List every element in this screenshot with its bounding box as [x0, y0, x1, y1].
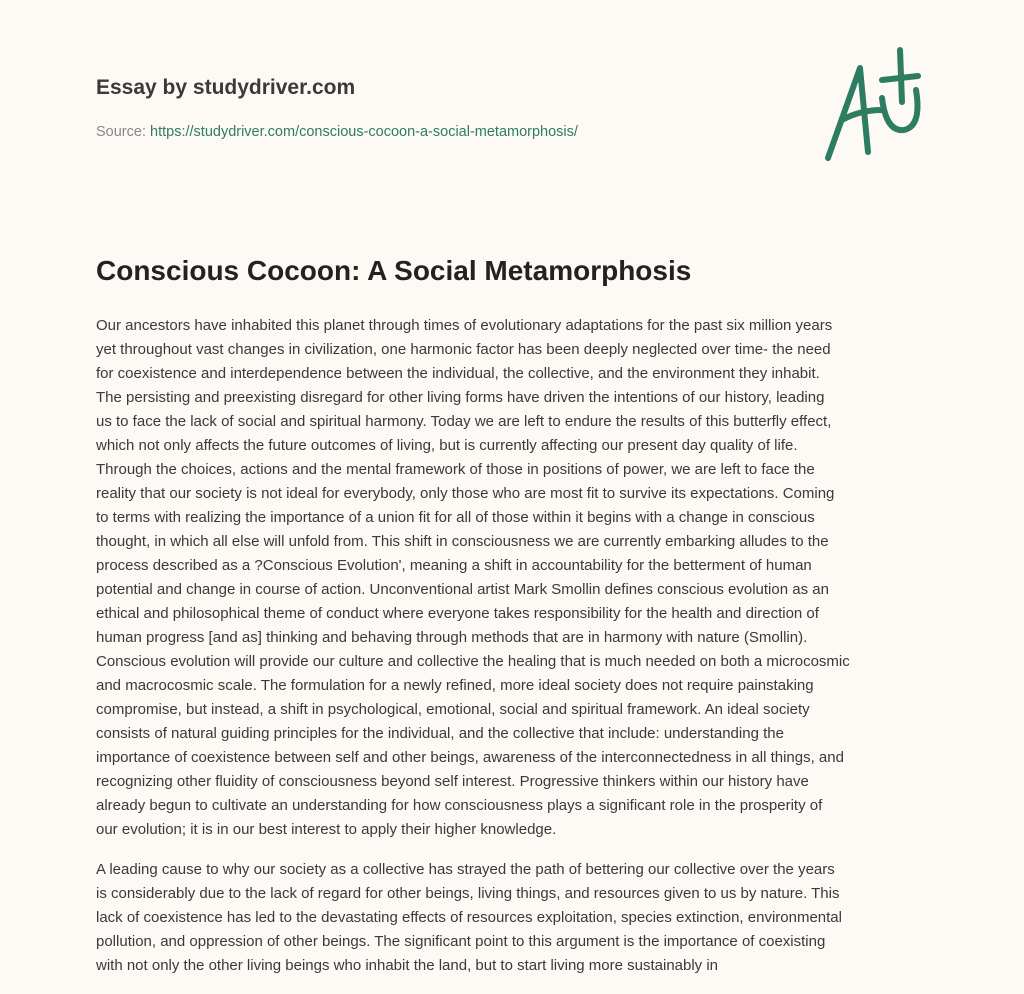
text-line: reality that our society is not ideal for everybody, only those who are most fit to survive its expectations. Coming: [96, 485, 835, 502]
essay-body: [96, 314, 850, 994]
text-line: yet throughout vast changes in civilization, one harmonic factor has been deeply neglected over time- the need: [96, 341, 831, 358]
text-line: ethical and philosophical theme of conduct where everyone takes responsibility for the health and direction of: [96, 605, 819, 622]
text-line: potential and change in course of action. Unconventional artist Mark Smollin defines conscious evolution as an: [96, 581, 829, 598]
text-line: Our ancestors have inhabited this planet through times of evolutionary adaptations for the past six million years: [96, 317, 833, 334]
text-line: and macrocosmic scale. The formulation for a newly refined, more ideal society does not require painstaking: [96, 677, 814, 694]
text-line: Through the choices, actions and the mental framework of those in positions of power, we are left to face the: [96, 461, 815, 478]
source-link[interactable]: https://studydriver.com/conscious-cocoon-a-social-metamorphosis/: [150, 124, 578, 140]
text-line: thought, in which all else will unfold from. This shift in consciousness we are currently embarking alludes to the: [96, 533, 829, 550]
text-line: Conscious evolution will provide our culture and collective the healing that is much needed on both a microcosmic: [96, 653, 850, 670]
essay-title: Conscious Cocoon: A Social Metamorphosis: [96, 255, 692, 286]
text-line: to terms with realizing the importance of a union fit for all of those within it begins with a change in conscious: [96, 509, 815, 526]
text-line: importance of coexistence between self and other beings, awareness of the interconnectedness in all things, and: [96, 749, 844, 766]
text-line: compromise, but instead, a shift in psychological, emotional, social and spiritual framework. An ideal society: [96, 701, 810, 718]
source-label: Source:: [96, 124, 146, 140]
text-line: for coexistence and interdependence between the individual, the collective, and the environment they inhabit.: [96, 365, 820, 382]
essay-paragraph-2: [96, 858, 850, 978]
text-line: with not only the other living beings who inhabit the land, but to start living more sustainably in: [96, 957, 719, 974]
text-line: process described as a ?Conscious Evolution', meaning a shift in accountability for the betterment of human: [96, 557, 812, 574]
text-line: already begun to cultivate an understanding for how consciousness plays a significant role in the prosperity of: [96, 797, 823, 814]
text-line: pollution, and oppression of other beings. The significant point to this argument is the importance of coexisting: [96, 933, 826, 950]
text-line: The persisting and preexisting disregard for other living forms have driven the intentions of our history, leading: [96, 389, 825, 406]
source-line: [96, 124, 578, 140]
text-line: us to face the lack of social and spiritual harmony. Today we are left to endure the results of this butterfly effect,: [96, 413, 832, 430]
text-line: lack of coexistence has led to the devastating effects of resources exploitation, species extinction, environmental: [96, 909, 842, 926]
essay-paragraph-1: [96, 314, 850, 842]
text-line: consists of natural guiding principles for the individual, and the collective that include: understanding the: [96, 725, 784, 742]
text-line: recognizing other fluidity of consciousness beyond self interest. Progressive thinkers within our history have: [96, 773, 809, 790]
text-line: is considerably due to the lack of regard for other beings, living things, and resources given to us by nature. This: [96, 885, 840, 902]
text-line: our evolution; it is in our best interest to apply their higher knowledge.: [96, 821, 557, 838]
text-line: human progress [and as] thinking and behaving through methods that are in harmony with nature (Smollin).: [96, 629, 808, 646]
text-line: which not only affects the future outcomes of living, but is currently affecting our present day quality of life.: [96, 437, 798, 454]
site-title: Essay by studydriver.com: [96, 76, 356, 99]
a-plus-logo-icon: [820, 40, 930, 165]
text-line: A leading cause to why our society as a collective has strayed the path of bettering our collective over the years: [96, 861, 835, 878]
